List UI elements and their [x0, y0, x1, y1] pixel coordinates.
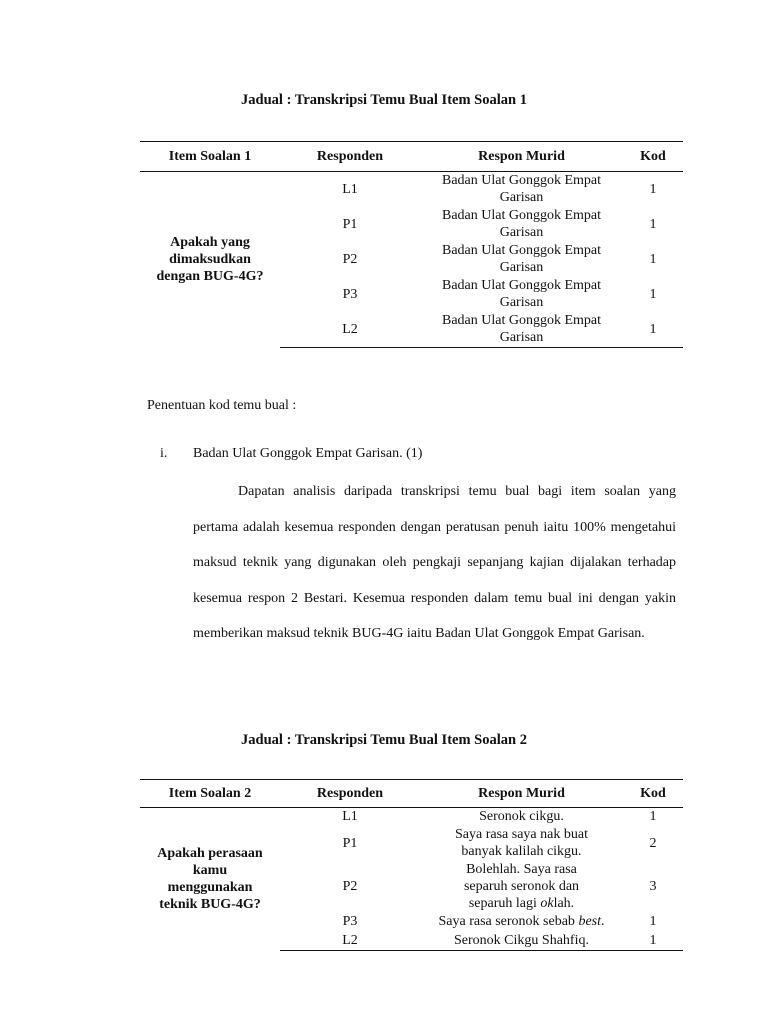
list-item-text: Badan Ulat Gonggok Empat Garisan. (1) [193, 446, 423, 461]
table2-kod: 2 [649, 835, 657, 851]
table1-header-respon: Respon Murid [420, 142, 623, 172]
table2-respon: Seronok cikgu. [479, 809, 564, 825]
table-row [140, 808, 683, 826]
table2-kod: 3 [649, 879, 657, 894]
table1-kod: 1 [623, 312, 683, 348]
table1-header-kod: Kod [623, 142, 683, 172]
table2-responden: L2 [280, 931, 420, 951]
table2-header-responden: Responden [280, 780, 420, 808]
table1-responden: P3 [342, 286, 358, 302]
table1-responden: L1 [342, 181, 358, 197]
paragraph-text: Dapatan analisis daripada transkripsi temu bual bagi item soalan yang pertama adalah kesemua responden dengan peratusan penuh iaitu 100% mengetahui maksud teknik yang digunakan oleh pengkaji sepanjang kajian dijalakan terhadap kesemua respon 2 Bestari. Kesemua responden dalam temu bual ini dengan yakin memberikan maksud teknik BUG-4G iaitu Badan Ulat Gonggok Empat Garisan. [193, 484, 676, 641]
table2-header-item: Item Soalan 2 [140, 780, 280, 808]
table2-kod: 1 [623, 931, 683, 951]
table1-question: Apakah yang dimaksudkan dengan BUG-4G? [156, 235, 264, 285]
table2-respon: Saya rasa seronok sebab best. [438, 914, 605, 929]
table1-responden: P2 [342, 251, 358, 267]
table1-respon: Badan Ulat Gonggok Empat Garisan [441, 173, 602, 206]
table1-kod: 1 [649, 251, 657, 267]
table1-kod: 1 [649, 181, 657, 197]
table2-kod: 1 [649, 809, 657, 825]
table1-respon: Badan Ulat Gonggok Empat Garisan [420, 312, 623, 348]
table2-respon: Seronok Cikgu Shahfiq. [420, 931, 623, 951]
table1-respon: Badan Ulat Gonggok Empat Garisan [441, 278, 602, 310]
table1-responden: L2 [280, 312, 420, 348]
table2-respon: Saya rasa saya nak buat banyak kalilah cikgu. [455, 827, 588, 859]
table2-question: Apakah perasaan kamu menggunakan teknik BUG-4G? [157, 846, 263, 913]
table2-responden: P3 [342, 914, 358, 929]
table2-responden: P1 [342, 835, 358, 851]
table1-caption: Jadual : Transkripsi Temu Bual Item Soalan 1 [241, 92, 527, 108]
table1 [140, 141, 683, 348]
table2-header-respon: Respon Murid [420, 780, 623, 808]
table1-kod: 1 [649, 286, 657, 302]
table-row [140, 172, 683, 207]
list-item-marker: i. [160, 446, 168, 461]
table2 [140, 779, 683, 951]
table2-caption: Jadual : Transkripsi Temu Bual Item Soalan 2 [241, 732, 527, 748]
table1-respon: Badan Ulat Gonggok Empat Garisan [441, 243, 602, 275]
table2-responden: P2 [342, 879, 358, 894]
table2-header-kod: Kod [623, 780, 683, 808]
section-heading: Penentuan kod temu bual : [147, 398, 297, 413]
table2-responden: L1 [342, 809, 358, 825]
table1-header-item: Item Soalan 1 [140, 142, 280, 172]
table1-respon: Badan Ulat Gonggok Empat Garisan [441, 208, 602, 240]
table1-kod: 1 [649, 216, 657, 232]
table2-kod: 1 [649, 914, 657, 929]
table1-header-responden: Responden [280, 142, 420, 172]
body-paragraph [193, 474, 676, 652]
table1-responden: P1 [342, 216, 358, 232]
table2-respon: Bolehlah. Saya rasa separuh seronok dan separuh lagi oklah. [463, 862, 580, 911]
